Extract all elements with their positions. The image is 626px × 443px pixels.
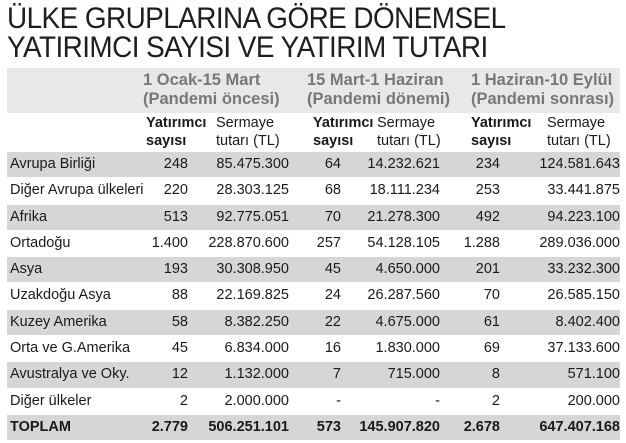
table-title xyxy=(7,4,506,62)
table-row xyxy=(7,283,620,309)
capital-pre: 85.475.300 xyxy=(216,156,289,172)
capital-pre: 30.308.950 xyxy=(216,261,289,278)
investors-during: 7 xyxy=(332,366,341,383)
investors-during: 24 xyxy=(324,287,341,304)
capital-during: 54.128.105 xyxy=(367,234,440,251)
investors-post: 234 xyxy=(475,156,500,172)
row-label: Avustralya ve Oky. xyxy=(10,366,130,383)
investors-post: 253 xyxy=(475,182,500,199)
investors-during: 45 xyxy=(324,261,341,278)
capital-post: 8.402.400 xyxy=(555,313,620,330)
capital-pre: 28.303.125 xyxy=(216,182,289,199)
investors-post: 1.288 xyxy=(463,234,500,251)
investors-pre: 88 xyxy=(171,287,188,304)
capital-during: - xyxy=(435,392,440,409)
capital-during: 715.000 xyxy=(387,366,440,383)
investors-during: 257 xyxy=(316,234,341,251)
capital-during: 4.650.000 xyxy=(375,261,440,278)
table-row xyxy=(7,310,620,336)
investors-pre: 1.400 xyxy=(151,234,188,251)
capital-during: 18.111.234 xyxy=(369,182,440,199)
capital-post: 26.585.150 xyxy=(547,287,620,304)
investors-post: 8 xyxy=(491,366,500,383)
investors-pre: 58 xyxy=(171,313,188,330)
investors-during: 68 xyxy=(324,182,341,199)
subheader-investors-3: Yatırımcı sayısı xyxy=(471,115,532,149)
subheader-capital-3: Sermaye tutarı (TL) xyxy=(547,115,611,149)
period-header-post-pandemic: 1 Haziran-10 Eylül (Pandemi sonrası) xyxy=(471,71,615,108)
investors-post: 61 xyxy=(483,313,500,330)
capital-post: 37.133.600 xyxy=(547,340,620,357)
capital-pre: 92.775.051 xyxy=(216,208,289,225)
capital-during: 4.675.000 xyxy=(375,313,440,330)
capital-during: 21.278.300 xyxy=(367,208,440,225)
row-label: Kuzey Amerika xyxy=(10,313,107,330)
subheader-investors-2: Yatırımcı sayısı xyxy=(313,115,374,149)
row-label: Asya xyxy=(10,261,43,278)
investors-during: 16 xyxy=(324,340,341,357)
capital-post: 33.441.875 xyxy=(547,182,620,199)
period-header-pre-pandemic: 1 Ocak-15 Mart (Pandemi öncesi) xyxy=(143,71,280,108)
investors-pre: 12 xyxy=(171,366,188,383)
investors-post: 201 xyxy=(475,261,500,278)
total-capital-post: 647.407.168 xyxy=(539,418,620,435)
table-row xyxy=(7,231,620,257)
capital-post: 94.223.100 xyxy=(547,208,620,225)
capital-pre: 22.169.825 xyxy=(216,287,289,304)
capital-post: 124.581.643 xyxy=(539,156,620,172)
investors-post: 492 xyxy=(475,208,500,225)
table-row xyxy=(7,389,620,415)
total-label: TOPLAM xyxy=(10,418,71,435)
subheader-capital-1: Sermaye tutarı (TL) xyxy=(216,115,280,149)
total-investors-post: 2.678 xyxy=(463,418,500,435)
investors-pre: 2 xyxy=(179,392,188,409)
total-investors-during: 573 xyxy=(316,418,341,435)
row-label: Afrika xyxy=(10,208,48,225)
capital-post: 571.100 xyxy=(567,366,620,383)
table-row xyxy=(7,152,620,178)
title-line-1: ÜLKE GRUPLARINA GÖRE DÖNEMSEL xyxy=(7,2,506,35)
capital-post: 33.232.300 xyxy=(547,261,620,278)
table-row xyxy=(7,257,620,283)
row-label: Avrupa Birliği xyxy=(10,156,96,172)
investors-post: 2 xyxy=(491,392,500,409)
total-investors-pre: 2.779 xyxy=(151,418,188,435)
capital-pre: 2.000.000 xyxy=(224,392,289,409)
capital-during: 14.232.621 xyxy=(367,156,440,172)
capital-pre: 8.382.250 xyxy=(224,313,289,330)
investors-during: 64 xyxy=(324,156,341,172)
capital-pre: 228.870.600 xyxy=(208,234,289,251)
table-body xyxy=(7,152,620,441)
total-capital-pre: 506.251.101 xyxy=(208,418,289,435)
row-label: Diğer ülkeler xyxy=(10,392,92,409)
capital-post: 289.036.000 xyxy=(539,234,620,251)
investors-post: 70 xyxy=(483,287,500,304)
row-label: Ortadoğu xyxy=(10,234,71,251)
investors-pre: 220 xyxy=(163,182,188,199)
total-row xyxy=(7,415,620,441)
total-capital-during: 145.907.820 xyxy=(359,418,440,435)
period-header-pandemic: 15 Mart-1 Haziran (Pandemi dönemi) xyxy=(307,71,451,108)
title-line-2: YATIRIMCI SAYISI VE YATIRIM TUTARI xyxy=(7,31,488,64)
investors-post: 69 xyxy=(483,340,500,357)
investors-pre: 193 xyxy=(163,261,188,278)
subheader-capital-2: Sermaye tutarı (TL) xyxy=(377,115,441,149)
investors-during: 70 xyxy=(324,208,341,225)
subheader-investors-1: Yatırımcı sayısı xyxy=(146,115,207,149)
investors-pre: 248 xyxy=(163,156,188,172)
investors-pre: 513 xyxy=(163,208,188,225)
capital-during: 26.287.560 xyxy=(367,287,440,304)
investors-during: 22 xyxy=(324,313,341,330)
investors-pre: 45 xyxy=(171,340,188,357)
capital-post: 200.000 xyxy=(567,392,620,409)
table-row xyxy=(7,178,620,204)
row-label: Uzakdoğu Asya xyxy=(10,287,111,304)
capital-pre: 1.132.000 xyxy=(224,366,289,383)
investors-during: - xyxy=(336,392,341,409)
row-label: Orta ve G.Amerika xyxy=(10,340,131,357)
table-row xyxy=(7,205,620,231)
table-row xyxy=(7,362,620,388)
row-label: Diğer Avrupa ülkeleri xyxy=(10,182,144,199)
capital-pre: 6.834.000 xyxy=(224,340,289,357)
capital-during: 1.830.000 xyxy=(375,340,440,357)
table-row xyxy=(7,336,620,362)
